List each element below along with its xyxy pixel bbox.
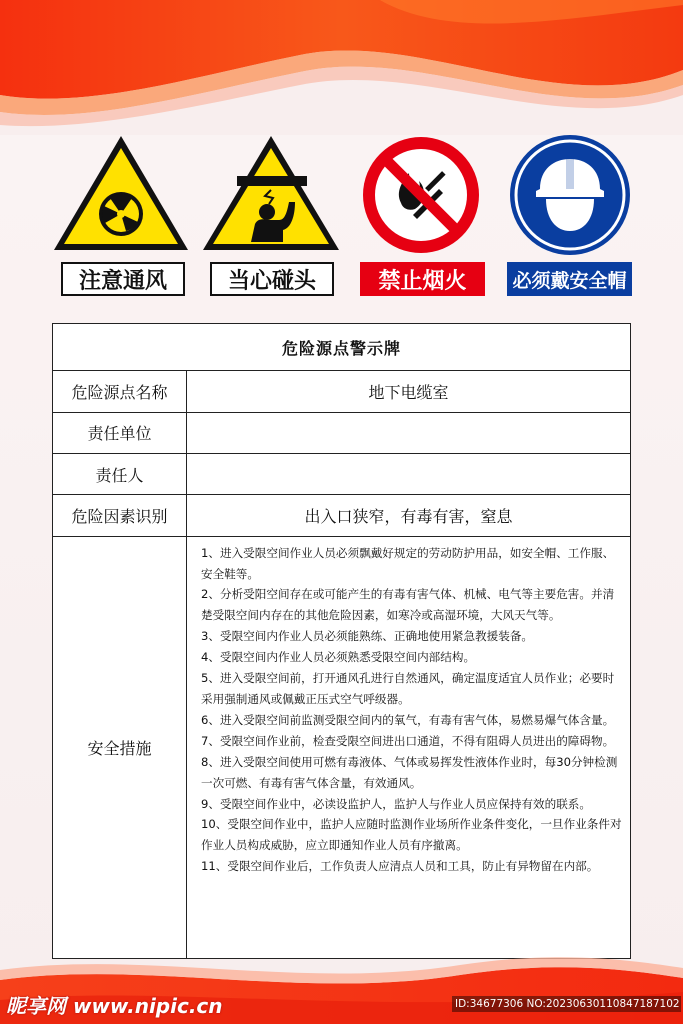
no-fire-prohibition-icon (359, 133, 483, 257)
row-value-hazard-name: 地下电缆室 (187, 371, 631, 412)
table-row (53, 371, 631, 412)
row-label-risk-factors: 危险因素识别 (53, 495, 187, 536)
measure-item: 10、受限空间作业中，监护人应随时监测作业场所作业条件变化，一旦作业条件对作业人员构成威胁，应立即通知作业人员有序撤离。 (201, 817, 622, 853)
table-title-row (53, 324, 631, 371)
sign-caption-ventilation: 注意通风 (61, 262, 185, 296)
measure-item: 11、受限空间作业后，工作负责人应清点人员和工具，防止有异物留在内部。 (201, 859, 599, 874)
measure-item: 7、受限空间作业前，检查受限空间进出口通道，不得有阻碍人员进出的障碍物。 (201, 733, 615, 748)
sign-caption-head-bump: 当心碰头 (210, 262, 334, 296)
row-value-responsible-person (187, 454, 631, 495)
row-label-responsible-unit: 责任单位 (53, 412, 187, 453)
measure-item: 4、受限空间内作业人员必须熟悉受限空间内部结构。 (201, 650, 476, 665)
ventilation-warning-icon (50, 132, 192, 254)
table-row (53, 495, 631, 536)
measure-item: 6、进入受限空间前监测受限空间内的氧气，有毒有害气体，易燃易爆气体含量。 (201, 712, 615, 727)
table-row-measures (53, 536, 631, 958)
table-title: 危险源点警示牌 (53, 324, 631, 371)
row-label-responsible-person: 责任人 (53, 454, 187, 495)
watermark-site: 昵享网 www.nipic.cn (6, 994, 223, 1018)
hard-hat-mandatory-icon (508, 133, 632, 257)
sign-caption-no-fire: 禁止烟火 (360, 262, 485, 296)
measure-item: 9、受限空间作业中，必读设监护人，监护人与作业人员应保持有效的联系。 (201, 796, 591, 811)
table-row (53, 412, 631, 453)
row-label-hazard-name: 危险源点名称 (53, 371, 187, 412)
measure-item: 3、受限空间内作业人员必须能熟练、正确地使用紧急教援装备。 (201, 629, 534, 644)
table-row (53, 454, 631, 495)
measure-item: 8、进入受限空间使用可燃有毒液体、气体或易挥发性液体作业时，每30分钟检测一次可燃、有毒有害气体含量，有效通风。 (201, 754, 618, 790)
safety-measures-list (187, 536, 631, 958)
measure-item: 2、分析受阳空间存在或可能产生的有毒有害气体、机械、电气等主要危害。并清楚受限空间内存在的其他危险因素，如寒冷或高湿环境，大风天气等。 (201, 587, 615, 623)
sign-caption-hard-hat: 必须戴安全帽 (507, 262, 632, 296)
head-bump-warning-icon (199, 132, 343, 254)
measure-item: 1、进入受限空间作业人员必须飘戴好规定的劳动防护用品，如安全帽、工作服、安全鞋等。 (201, 545, 615, 581)
top-decorative-band (0, 0, 683, 135)
hazard-info-table (52, 323, 631, 959)
row-value-responsible-unit (187, 412, 631, 453)
watermark-id: ID:34677306 NO:20230630110847187102 (452, 996, 681, 1012)
row-label-safety-measures: 安全措施 (53, 536, 187, 958)
row-value-risk-factors: 出入口狭窄，有毒有害，窒息 (187, 495, 631, 536)
measure-item: 5、进入受限空间前，打开通风孔进行自然通风，确定温度适宜人员作业；必要时采用强制通风或佩戴正压式空气呼级器。 (201, 671, 615, 706)
